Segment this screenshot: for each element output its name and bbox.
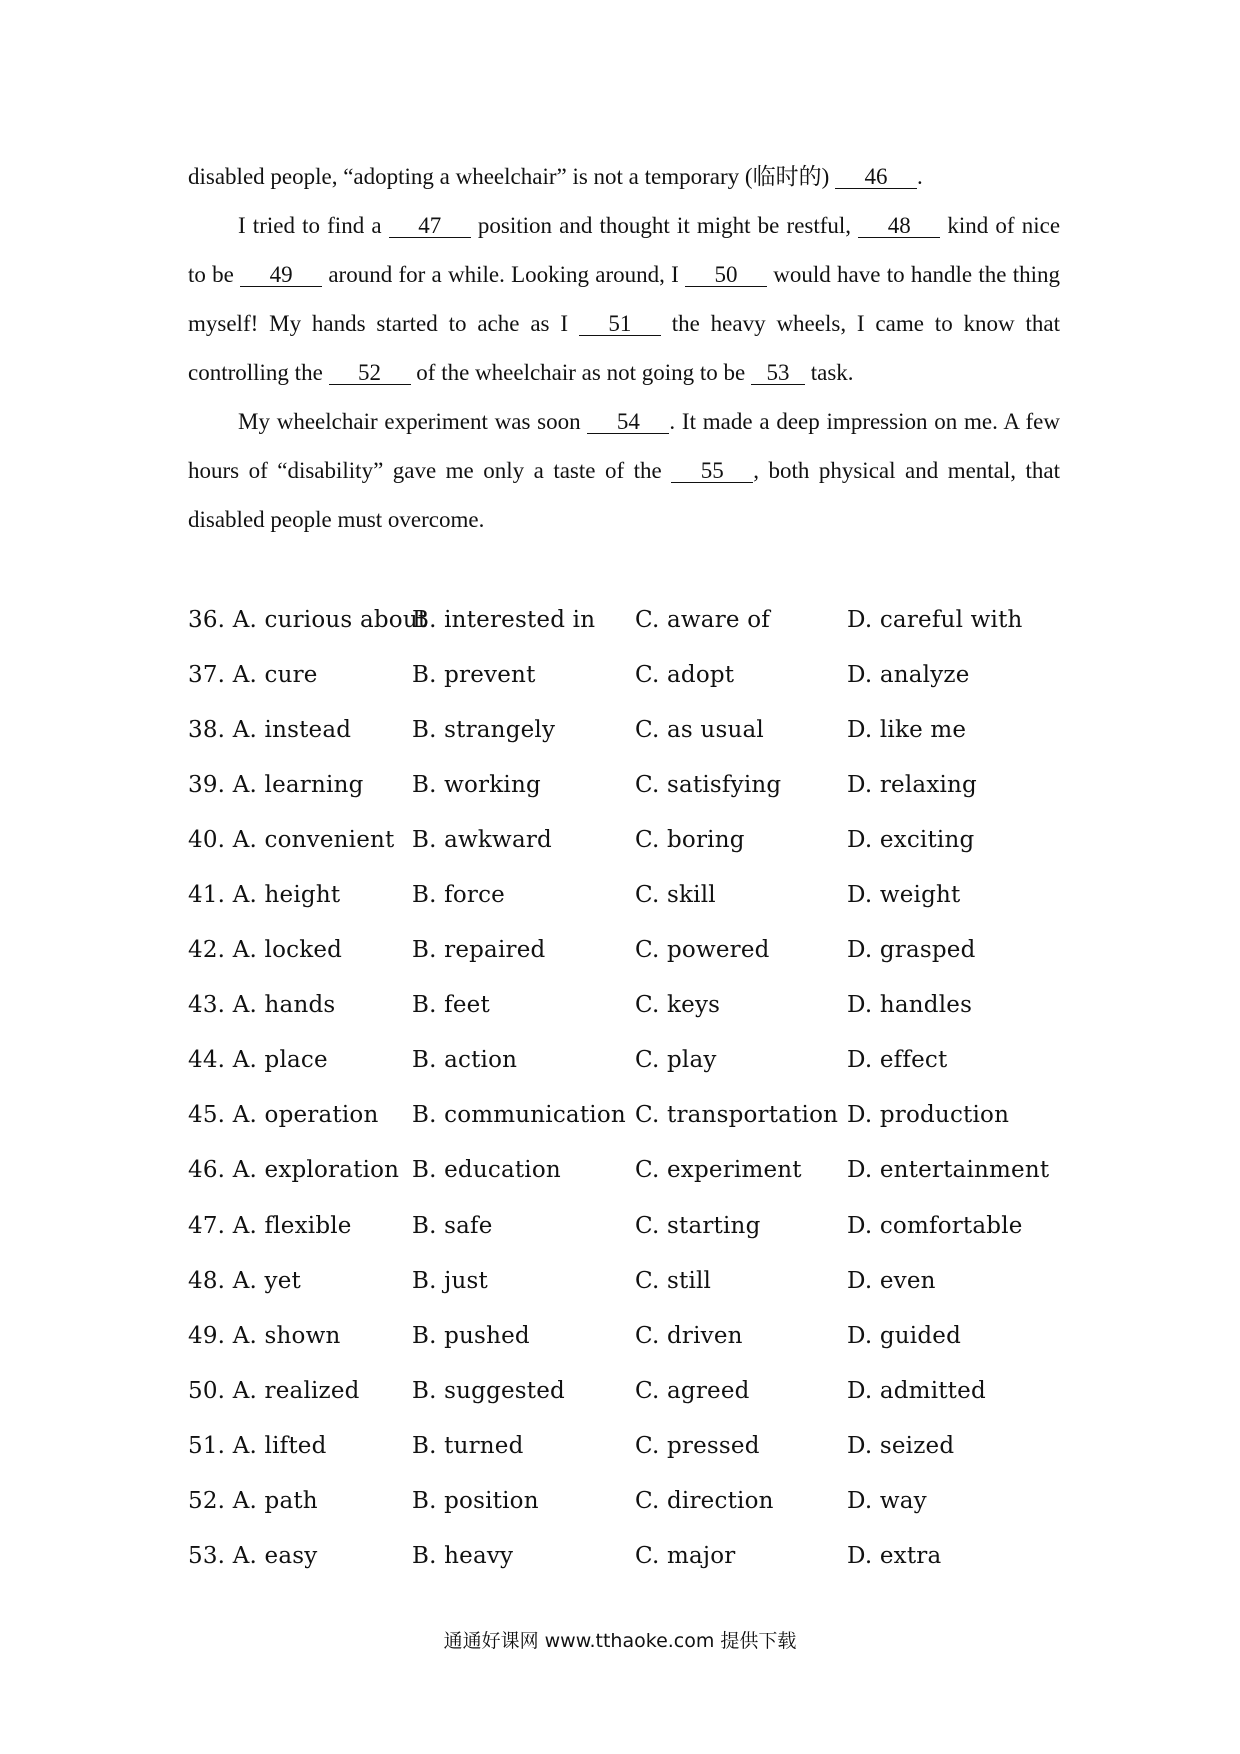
blank-50: 50 (685, 264, 767, 287)
option-a: 46. A. exploration (188, 1157, 400, 1184)
option-a: 43. A. hands (188, 992, 336, 1019)
option-b: B. education (412, 1157, 561, 1184)
option-a: 42. A. locked (188, 937, 343, 964)
option-row (188, 923, 1068, 978)
option-b: B. working (412, 771, 541, 798)
option-d: D. analyze (847, 661, 970, 688)
option-d: D. careful with (847, 606, 1023, 633)
option-d: D. seized (847, 1432, 955, 1459)
paragraph-1: disabled people, “adopting a wheelchair” is not a temporary (临时的) 46 . (188, 164, 923, 189)
option-a: 49. A. shown (188, 1322, 341, 1349)
option-b: B. pushed (412, 1322, 530, 1349)
option-a: 52. A. path (188, 1488, 318, 1515)
option-a: 45. A. operation (188, 1102, 379, 1129)
option-row (188, 867, 1068, 922)
option-b: B. interested in (412, 606, 596, 633)
option-d: D. exciting (847, 826, 975, 853)
option-a: 40. A. convenient (188, 826, 395, 853)
option-row (188, 978, 1068, 1033)
option-b: B. just (412, 1267, 488, 1294)
option-a: 50. A. realized (188, 1377, 360, 1404)
option-d: D. entertainment (847, 1157, 1050, 1184)
option-b: B. awkward (412, 826, 552, 853)
option-row (188, 1253, 1068, 1308)
option-b: B. force (412, 882, 505, 909)
option-b: B. suggested (412, 1377, 565, 1404)
passage (188, 152, 1060, 544)
option-row (188, 1143, 1068, 1198)
option-row (188, 757, 1068, 812)
blank-47: 47 (389, 215, 471, 238)
answer-options (188, 592, 1068, 1584)
option-c: C. still (635, 1267, 712, 1294)
option-row (188, 1088, 1068, 1143)
option-a: 51. A. lifted (188, 1432, 327, 1459)
option-row (188, 1033, 1068, 1088)
option-a: 37. A. cure (188, 661, 318, 688)
option-d: D. grasped (847, 937, 976, 964)
option-c: C. powered (635, 937, 770, 964)
option-row (188, 812, 1068, 867)
option-a: 48. A. yet (188, 1267, 301, 1294)
option-b: B. communication (412, 1102, 626, 1129)
option-d: D. weight (847, 882, 961, 909)
blank-52: 52 (329, 362, 411, 385)
option-c: C. agreed (635, 1377, 750, 1404)
option-c: C. major (635, 1543, 736, 1570)
option-row (188, 1198, 1068, 1253)
option-d: D. even (847, 1267, 936, 1294)
option-d: D. effect (847, 1047, 948, 1074)
option-c: C. adopt (635, 661, 735, 688)
option-c: C. boring (635, 826, 745, 853)
option-row (188, 1418, 1068, 1473)
option-c: C. play (635, 1047, 717, 1074)
option-d: D. handles (847, 992, 973, 1019)
option-b: B. heavy (412, 1543, 514, 1570)
option-d: D. like me (847, 716, 967, 743)
option-b: B. position (412, 1488, 539, 1515)
option-b: B. feet (412, 992, 490, 1019)
blank-51: 51 (579, 313, 661, 336)
option-c: C. experiment (635, 1157, 802, 1184)
option-row (188, 647, 1068, 702)
option-b: B. turned (412, 1432, 524, 1459)
option-a: 36. A. curious about (188, 606, 428, 633)
blank-49: 49 (240, 264, 322, 287)
option-d: D. admitted (847, 1377, 986, 1404)
option-a: 38. A. instead (188, 716, 352, 743)
option-d: D. guided (847, 1322, 961, 1349)
option-row (188, 702, 1068, 757)
blank-53: 53 (751, 362, 805, 385)
option-row (188, 1363, 1068, 1418)
option-b: B. prevent (412, 661, 536, 688)
blank-48: 48 (858, 215, 940, 238)
blank-46: 46 (835, 166, 917, 189)
paragraph-2: I tried to find a 47 position and thought it might be restful, 48 kind of nice to be 49 around for a while. Looking around, I 50 would have to handle the thing myself! My hands started to ache as I 51 the heavy wheels, I came to know that controlling the 52 of the wheelchair as not going to be 53 task. (188, 213, 1061, 385)
option-b: B. repaired (412, 937, 546, 964)
option-row (188, 592, 1068, 647)
option-c: C. skill (635, 882, 716, 909)
option-c: C. starting (635, 1212, 761, 1239)
option-d: D. comfortable (847, 1212, 1023, 1239)
option-c: C. keys (635, 992, 721, 1019)
option-a: 39. A. learning (188, 771, 364, 798)
option-row (188, 1308, 1068, 1363)
option-a: 44. A. place (188, 1047, 328, 1074)
option-c: C. transportation (635, 1102, 839, 1129)
blank-54: 54 (587, 411, 669, 434)
option-b: B. safe (412, 1212, 493, 1239)
option-row (188, 1474, 1068, 1529)
blank-55: 55 (671, 460, 753, 483)
option-a: 53. A. easy (188, 1543, 318, 1570)
option-b: B. action (412, 1047, 518, 1074)
paragraph-3: My wheelchair experiment was soon 54 . It made a deep impression on me. A few hours of “disability” gave me only a taste of the 55 , both physical and mental, that disabled people must overcome. (188, 409, 1061, 532)
option-c: C. pressed (635, 1432, 760, 1459)
option-d: D. production (847, 1102, 1010, 1129)
option-c: C. driven (635, 1322, 743, 1349)
option-d: D. way (847, 1488, 927, 1515)
option-row (188, 1529, 1068, 1584)
option-d: D. extra (847, 1543, 942, 1570)
option-a: 47. A. flexible (188, 1212, 352, 1239)
option-b: B. strangely (412, 716, 556, 743)
option-c: C. as usual (635, 716, 764, 743)
option-c: C. direction (635, 1488, 774, 1515)
option-c: C. satisfying (635, 771, 782, 798)
option-c: C. aware of (635, 606, 770, 633)
page-footer: 通通好课网 www.tthaoke.com 提供下载 (443, 1630, 797, 1652)
option-d: D. relaxing (847, 771, 977, 798)
option-a: 41. A. height (188, 882, 341, 909)
